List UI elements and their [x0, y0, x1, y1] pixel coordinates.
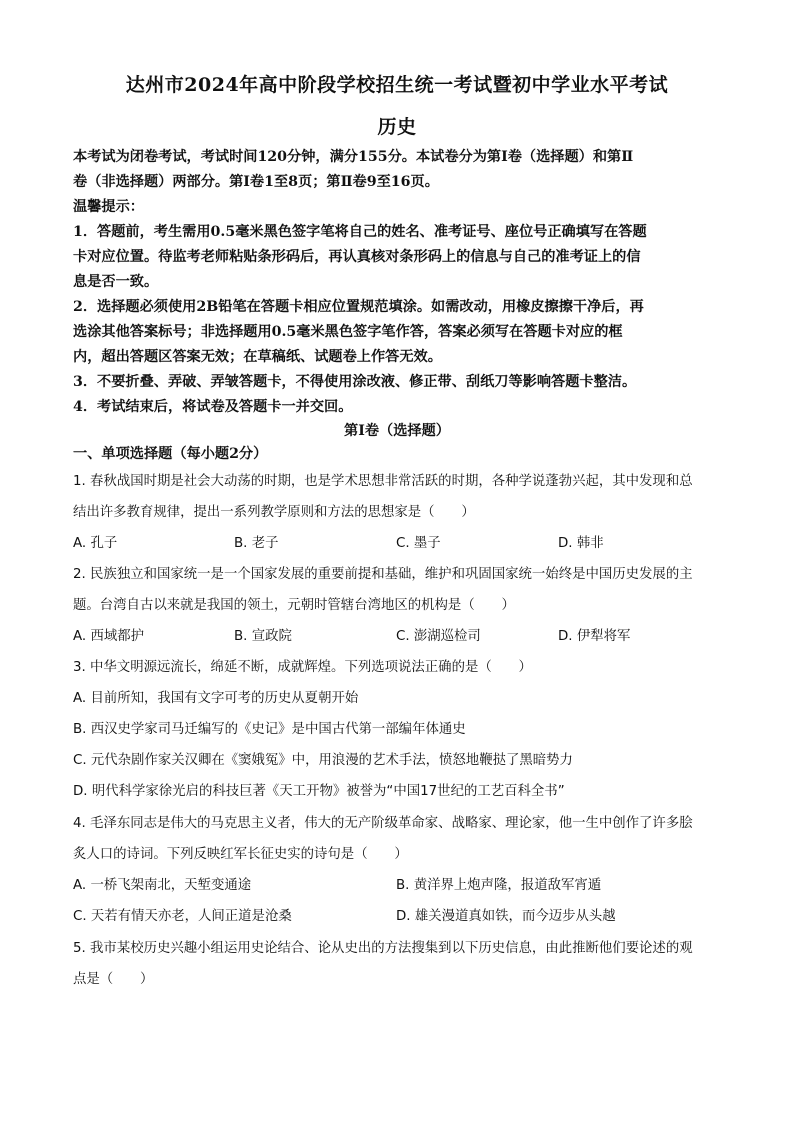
- exam-title: 达州市2024年高中阶段学校招生统一考试暨初中学业水平考试: [125, 74, 669, 96]
- part-title: 第Ⅰ卷（选择题）: [344, 423, 450, 439]
- subject-title: 历史: [377, 116, 417, 138]
- option-b: B. 西汉史学家司马迁编写的《史记》是中国古代第一部编年体通史: [73, 722, 466, 737]
- option-d: D. 明代科学家徐光启的科技巨著《天工开物》被誉为“中国17世纪的工艺百科全书”: [73, 784, 565, 799]
- section-heading: 一、单项选择题（每小题2分）: [73, 446, 268, 462]
- question-text: 题。台湾自古以来就是我国的领土，元朝时管辖台湾地区的机构是（ ）: [73, 598, 515, 613]
- question-text: 1. 春秋战国时期是社会大动荡的时期，也是学术思想非常活跃的时期，各种学说蓬勃兴起，其中发现和总: [73, 474, 693, 489]
- option-b: B. 宣政院: [234, 629, 292, 644]
- option-c: C. 元代杂剧作家关汉卿在《窦娥冤》中，用浪漫的艺术手法，愤怒地鞭挞了黑暗势力: [73, 753, 573, 768]
- option-a: A. 孔子: [73, 536, 118, 551]
- question-text: 5. 我市某校历史兴趣小组运用史论结合、论从史出的方法搜集到以下历史信息，由此推断他们要论述的观: [73, 941, 693, 956]
- option-d: D. 雄关漫道真如铁，而今迈步从头越: [396, 909, 616, 924]
- question-text: 4. 毛泽东同志是伟大的马克思主义者，伟大的无产阶级革命家、战略家、理论家，他一生中创作了许多脍: [73, 816, 693, 831]
- tip-line: 4．考试结束后，将试卷及答题卡一并交回。: [73, 399, 353, 415]
- tip-line: 卡对应位置。待监考老师粘贴条形码后，再认真核对条形码上的信息与自己的准考证上的信: [73, 249, 641, 265]
- intro-line: 本考试为闭卷考试，考试时间120分钟，满分155分。本试卷分为第Ⅰ卷（选择题）和第Ⅱ: [73, 149, 634, 165]
- question-text: 炙人口的诗词。下列反映红军长征史实的诗句是（ ）: [73, 847, 408, 862]
- option-b: B. 老子: [234, 536, 279, 551]
- option-a: A. 西域都护: [73, 629, 144, 644]
- tip-line: 选涂其他答案标号；非选择题用0.5毫米黑色签字笔作答，答案必须写在答题卡对应的框: [73, 324, 623, 340]
- tip-line: 2．选择题必须使用2B铅笔在答题卡相应位置规范填涂。如需改动，用橡皮擦擦干净后，再: [73, 299, 644, 315]
- question-text: 2. 民族独立和国家统一是一个国家发展的重要前提和基础，维护和巩固国家统一始终是中国历史发展的主: [73, 567, 693, 582]
- option-d: D. 韩非: [558, 536, 604, 551]
- tips-heading: 温馨提示：: [73, 199, 144, 215]
- tip-line: 1．答题前，考生需用0.5毫米黑色签字笔将自己的姓名、准考证号、座位号正确填写在答题: [73, 224, 647, 240]
- option-a: A. 一桥飞架南北，天堑变通途: [73, 878, 252, 893]
- tip-line: 息是否一致。: [73, 274, 159, 290]
- option-d: D. 伊犁将军: [558, 629, 631, 644]
- intro-line: 卷（非选择题）两部分。第Ⅰ卷1至8页；第Ⅱ卷9至16页。: [73, 174, 439, 190]
- option-c: C. 澎湖巡检司: [396, 629, 481, 644]
- option-b: B. 黄洋界上炮声隆，报道敌军宵遁: [396, 878, 602, 893]
- option-a: A. 目前所知，我国有文字可考的历史从夏朝开始: [73, 691, 359, 706]
- tip-line: 3．不要折叠、弄破、弄皱答题卡，不得使用涂改液、修正带、刮纸刀等影响答题卡整洁。: [73, 374, 637, 390]
- question-text: 点是（ ）: [73, 972, 154, 987]
- option-c: C. 天若有情天亦老，人间正道是沧桑: [73, 909, 292, 924]
- question-text: 结出许多教育规律，提出一系列教学原则和方法的思想家是（ ）: [73, 505, 475, 520]
- option-c: C. 墨子: [396, 536, 441, 551]
- question-text: 3. 中华文明源远流长，绵延不断，成就辉煌。下列选项说法正确的是（ ）: [73, 660, 532, 675]
- tip-line: 内，超出答题区答案无效；在草稿纸、试题卷上作答无效。: [73, 349, 442, 365]
